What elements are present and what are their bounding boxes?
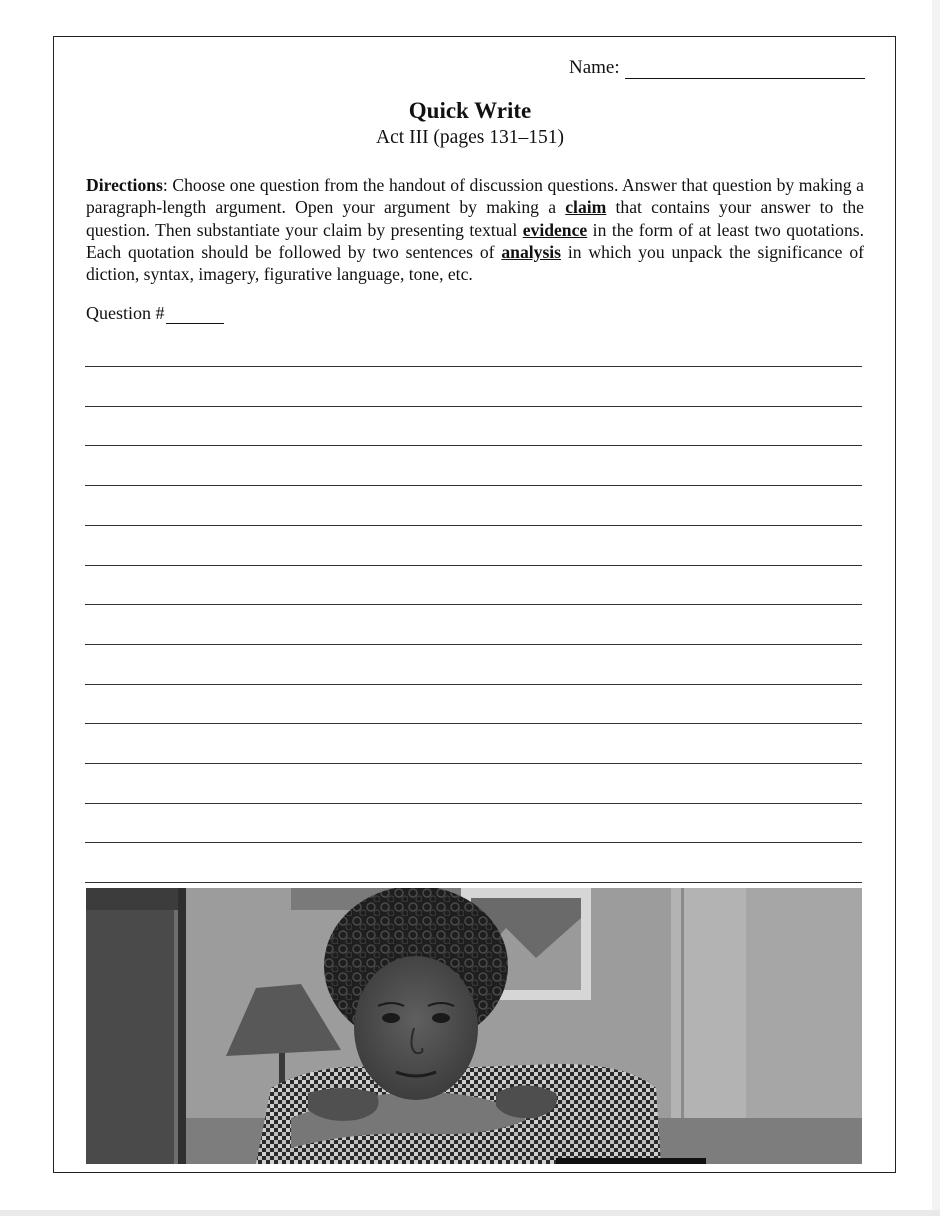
name-label: Name:: [569, 57, 620, 78]
directions-text-3: in the form of at least two quotations. Each quotation should be followed by two sentences of: [86, 219, 864, 262]
page-title: Quick Write: [408, 98, 532, 123]
question-number-blank[interactable]: [166, 307, 224, 324]
claim-term: claim: [565, 197, 607, 218]
answer-line[interactable]: [85, 684, 862, 685]
answer-line[interactable]: [85, 803, 862, 804]
directions-text-1: : Choose one question from the handout of discussion questions. Answer that question by making a paragraph-length argument. Open your argument by making a: [86, 175, 864, 218]
answer-line[interactable]: [85, 485, 862, 486]
analysis-term: analysis: [501, 241, 562, 262]
directions-label: Directions: [86, 175, 163, 195]
answer-line[interactable]: [85, 882, 862, 883]
question-label: Question #: [86, 303, 165, 323]
answer-line[interactable]: [85, 565, 862, 566]
answer-line[interactable]: [85, 406, 862, 407]
page-bottom-edge: [0, 1210, 940, 1216]
directions-paragraph: [86, 174, 864, 285]
directions-text-4: in which you unpack the significance of diction, syntax, imagery, figurative language, tone, etc.: [86, 241, 864, 285]
directions-text-2: that contains your answer to the question. Then substantiate your claim by presenting textual: [86, 197, 864, 240]
name-blank[interactable]: [625, 60, 865, 79]
portrait-image: [86, 888, 862, 1164]
name-field: [569, 57, 865, 79]
answer-line[interactable]: [85, 763, 862, 764]
question-number-field: [86, 303, 224, 324]
answer-line[interactable]: [85, 842, 862, 843]
page-subtitle: Act III (pages 131–151): [376, 127, 564, 148]
portrait-photo: [86, 888, 862, 1164]
answer-line[interactable]: [85, 525, 862, 526]
answer-line[interactable]: [85, 366, 862, 367]
evidence-term: evidence: [522, 219, 588, 240]
answer-line[interactable]: [85, 604, 862, 605]
answer-line[interactable]: [85, 723, 862, 724]
answer-line[interactable]: [85, 644, 862, 645]
answer-line[interactable]: [85, 445, 862, 446]
